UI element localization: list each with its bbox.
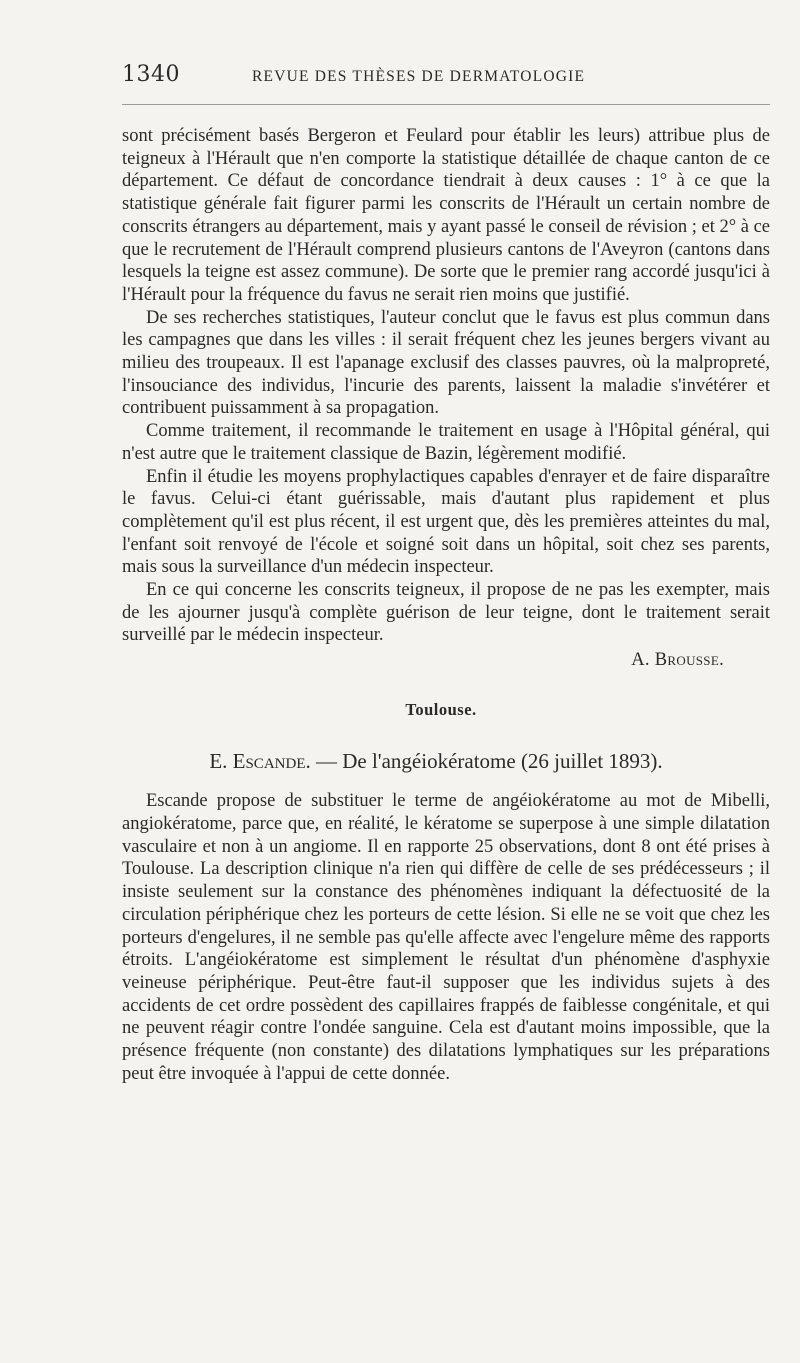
paragraph-prophylaxis: Enfin il étudie les moyens prophylactiques capables d'enrayer et de faire disparaître le favus. Celui-ci étant guérissable, mais d'autant plus rapidement et plus complètement qu'il est plus récent, il est urgent que, dès les premières atteintes du mal, l'enfant soit renvoyé de l'école et soigné soit dans un hôpital, soit chez ses parents, mais sous la surveillance d'un médecin inspecteur. [122,466,770,578]
review-signature: A. Brousse. [631,650,724,671]
page [122,62,770,1085]
journal-title: REVUE DES THÈSES DE DERMATOLOGIE [252,68,586,85]
section-city-heading: Toulouse. [405,699,477,719]
paragraph-treatment: Comme traitement, il recommande le traitement en usage à l'Hôpital général, qui n'est autre que le traitement classique de Bazin, légèrement modifié. [122,421,770,464]
running-head [122,62,770,105]
article-heading [122,750,770,773]
article-title: — De l'angéiokératome (26 juillet 1893). [310,748,663,773]
page-number: 1340 [122,62,180,87]
article-author: E. Escande. [209,748,311,773]
paragraph-continuation: sont précisément basés Bergeron et Feulard pour établir les leurs) attribue plus de teigneux à l'Hérault que n'en comporte la statistique détaillée de chaque canton de ce département. Ce défaut de concordance tiendrait à deux causes : 1° à ce que la statistique générale fait figurer parmi les conscrits de l'Hérault un certain nombre de conscrits étrangers au département, mais y ayant passé le conseil de révision ; et 2° à ce que le recrutement de l'Hérault comprend plusieurs cantons de l'Aveyron (cantons dans lesquels la teigne est assez commune). De sorte que le premier rang accordé jusqu'ici à l'Hérault pour la fréquence du favus ne serait rien moins que justifié. [122,126,770,305]
paragraph-statistics-conclusion: De ses recherches statistiques, l'auteur conclut que le favus est plus commun dans les campagnes que dans les villes : il serait fréquent chez les jeunes bergers vivant au milieu des troupeaux. Il est l'apanage exclusif des classes pauvres, où la malpropreté, l'insouciance des individus, l'incurie des parents, laissent la maladie s'invétérer et contribuent puissamment à sa propagation. [122,307,770,419]
paragraph-conscripts: En ce qui concerne les conscrits teigneux, il propose de ne pas les exempter, mais de les ajourner jusqu'à complète guérison de leur teigne, dont le traitement serait surveillé par le médecin inspecteur. [122,580,770,646]
article-body [122,125,770,1085]
paragraph-angeiokeratome: Escande propose de substituer le terme de angéiokératome au mot de Mibelli, angiokératome, parce que, en réalité, le kératome se superpose à une simple dilatation vasculaire et non à un angiome. Il en rapporte 25 observations, dont 8 ont été prises à Toulouse. La description clinique n'a rien qui diffère de celle de ses prédécesseurs ; il insiste seulement sur la constance des phénomènes indiquant la défectuosité de la circulation périphérique chez les porteurs de cette lésion. Si elle ne se voit que chez les porteurs d'engelures, il ne semble pas qu'elle affecte avec l'engelure même des rapports étroits. L'angéiokératome est simplement le résultat d'un phénomène d'asphyxie veineuse périphérique. Peut-être faut-il supposer que les individus sujets à des accidents de cet ordre possèdent des capillaires frappés de faiblesse congénitale, et qui ne peuvent réagir contre l'ondée sanguine. Cela est d'autant moins impossible, que la présence fréquente (non constante) des dilatations lymphatiques sur les préparations peut être invoquée à l'appui de cette donnée. [122,791,770,1084]
